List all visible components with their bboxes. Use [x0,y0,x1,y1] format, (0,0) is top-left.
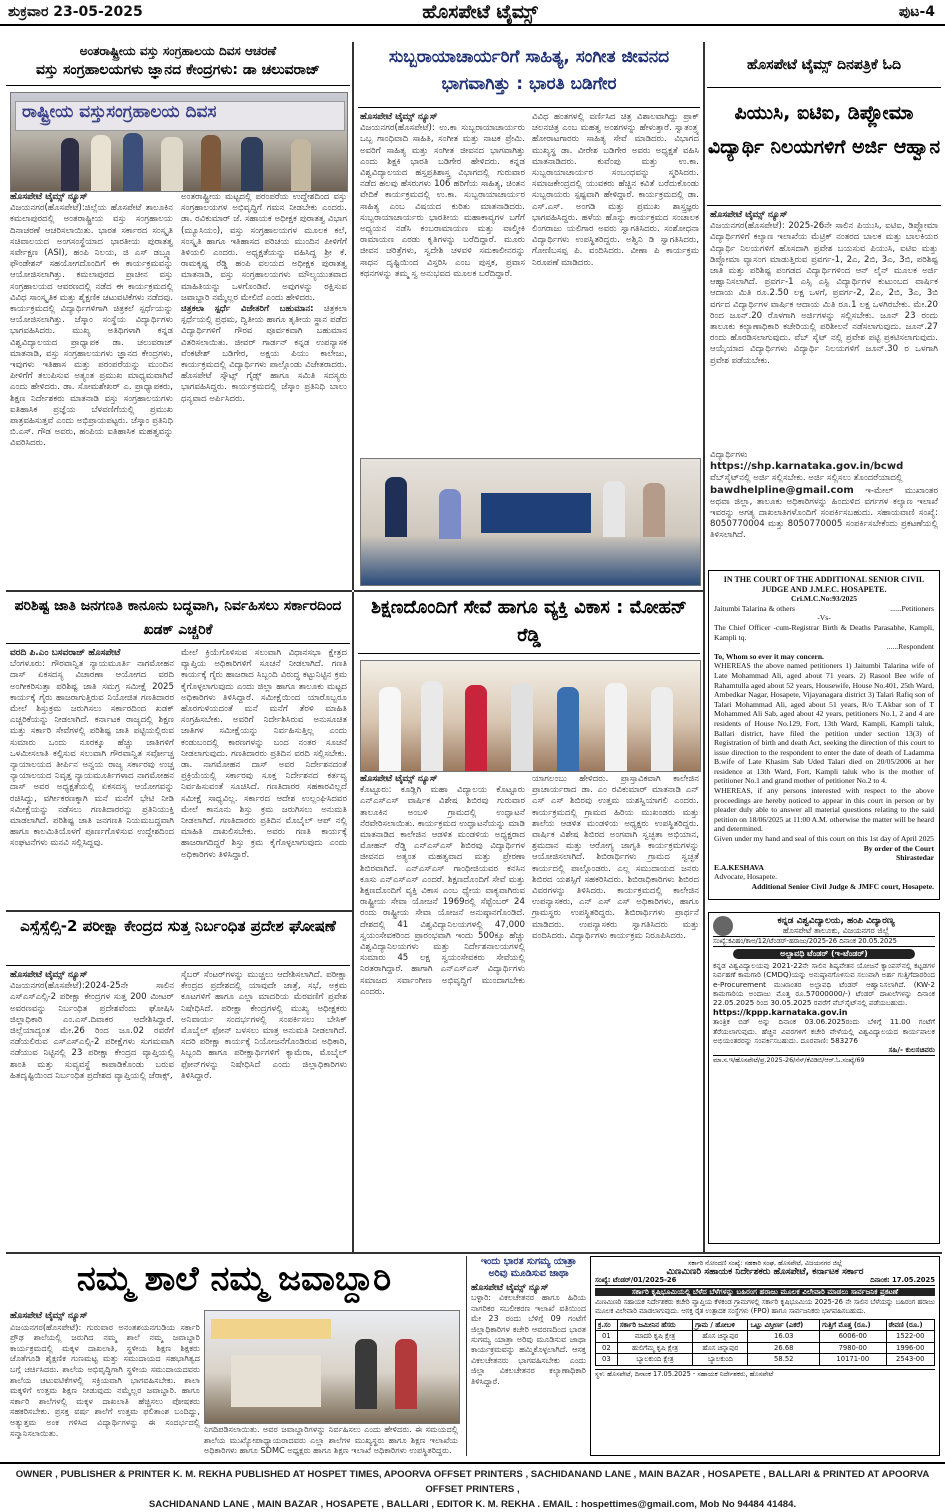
table-cell: 03 [596,1354,618,1366]
article-headline: ಎಸ್ಸೆಸ್ಸೆಲ್ಸಿ-2 ಪರೀಕ್ಷಾ ಕೇಂದ್ರದ ಸುತ್ತ ನಿರ್ಬಂಧಿತ ಪ್ರದೇಶ ಘೋಷಣೆ [6,914,350,966]
university-seal-icon [713,916,733,936]
article-body: ಹೊಸಪೇಟೆ ಟೈಮ್ಸ್ ನ್ಯೂಸ್ ವಿಜಯನಗರ(ಹೊಸಪೇಟೆ): ಗುರುವಾರ ಅನಂತಶಯನಗುಡಿಯ ಸರ್ಕಾರಿ ಪ್ರೌಢ ಶಾಲೆಯಲ್ಲಿ ಜರುಗಿದ ನಮ್ಮ ಶಾಲೆ ನಮ್ಮ ಜವಾಬ್ದಾರಿ ಕಾರ್ಯಕ್ರಮದಲ್ಲಿ ಮಕ್ಕಳ ದಾಖಲಾತಿ, ಸ್ಥಳೀಯ ಶಿಕ್ಷಣ ಶಿಕ್ಷಕರು ಜೊತೆಗೂಡಿ ಶೈಕ್ಷಣಿಕ ಗುಣಮಟ್ಟ ಮತ್ತು ಸಮುದಾಯದ ಸಹಭಾಗಿತ್ವದ ಬಗ್ಗೆ ಚರ್ಚಿಸಿದರು. ಶಾಲೆಯ ಅಭಿವೃದ್ಧಿಗಾಗಿ ಸ್ಥಳೀಯ ಸಮುದಾಯದವರು ಶಾಲೆಯ ಚಟುವಟಿಕೆಗಳಲ್ಲಿ ಸಕ್ರಿಯವಾಗಿ ಭಾಗವಹಿಸಬೇಕು. ಶಾಲಾ ಮಕ್ಕಳಿಗೆ ಉತ್ತಮ ಶಿಕ್ಷಣ ನೀಡುವುದು ನಮ್ಮೆಲ್ಲರ ಜವಾಬ್ದಾರಿ. ಹಾಗೂ ಸರ್ಕಾರಿ ಶಾಲೆಗಳಲ್ಲಿ ಮಕ್ಕಳ ದಾಖಲಾತಿ ಹೆಚ್ಚಿಸಲು ಪೋಷಕರು ಸಹಕರಿಸಬೇಕು. ಪ್ರಸಕ್ತ ವರ್ಷ ಶಾಲೆಗೆ ಉತ್ತಮ ಫಲಿತಾಂಶ ಬಂದಿದ್ದು, ಅತ್ಯುತ್ತಮ ಅಂಕ ಗಳಿಸಿದ ವಿದ್ಯಾರ್ಥಿಗಳನ್ನು ಈ ಸಂದರ್ಭದಲ್ಲಿ ಸನ್ಮಾನಿಸಲಾಯಿತು. [10,1311,200,1438]
table-row [596,1354,935,1366]
article-body: ಹೊಸಪೇಟೆ ಟೈಮ್ಸ್ ನ್ಯೂಸ್ ವಿಜಯನಗರ(ಹೊಸಪೇಟೆ):ಜಿಲ್ಲೆಯ ಹೊಸಪೇಟೆ ತಾಲೂಕಿನ ಕಮಲಾಪುರದಲ್ಲಿ ಅಂತರಾಷ್ಟ್ರೀಯ ವಸ್ತು ಸಂಗ್ರಹಾಲಯ ದಿನಾಚರಣೆ ಆಚರಿಸಲಾಯಿತು. ಭಾರತ ಸರ್ಕಾರದ ಸಂಸ್ಕೃತಿ ಸಚಿವಾಲಯದ ಅಂಗಸಂಸ್ಥೆಯಾದ ಭಾರತೀಯ ಪುರಾತತ್ವ ಸರ್ವೇಕ್ಷಣ (ASI), ಹಂಪಿ ನಿಲಯ, ಜಿ ಎಸ್ ಡಬ್ಲ್ಯೂ ಫೌಂಡೇಶನ್ ಸಹಯೋಗದೊಂದಿಗೆ ಈ ಕಾರ್ಯಕ್ರಮವನ್ನು ಆಯೋಜಿಸಲಾಗಿತ್ತು. ಕಮಲಾಪುರದ ಪ್ರಾಚೀನ ವಸ್ತು ಸಂಗ್ರಹಾಲಯದ ಆವರಣದಲ್ಲಿ ನಡೆದ ಈ ಕಾರ್ಯಕ್ರಮದಲ್ಲಿ ವಿವಿಧ ಸಾಂಸ್ಕೃತಿಕ ಮತ್ತು ಶೈಕ್ಷಣಿಕ ಚಟುವಟಿಕೆಗಳು ನಡೆದವು. ಕಾರ್ಯಕ್ರಮದಲ್ಲಿ ವಿದ್ಯಾರ್ಥಿಗಳಿಗಾಗಿ ಚಿತ್ರಕಲೆ ಸ್ಪರ್ಧೆಯನ್ನು ಆಯೋಜಿಸಲಾಗಿತ್ತು. ಜೆಸ್ಕಾಂ ಸಂಸ್ಥೆಯ ವಿದ್ಯಾರ್ಥಿಗಳು ಭಾಗವಹಿಸಿದರು. ಮುಖ್ಯ ಅತಿಥಿಗಳಾಗಿ ಕನ್ನಡ ವಿಶ್ವವಿದ್ಯಾಲಯದ ಪ್ರಾಧ್ಯಾಪಕ ಡಾ. ಚಲುವರಾಜ್ ಮಾತನಾಡಿ, ವಸ್ತು ಸಂಗ್ರಹಾಲಯಗಳು ಜ್ಞಾನದ ಕೇಂದ್ರಗಳು, ಇವುಗಳು ಇತಿಹಾಸ ಮತ್ತು ಪರಂಪರೆಯನ್ನು ಮುಂದಿನ ಪೀಳಿಗೆಗೆ ತಲುಪಿಸುವ ಅತ್ಯಂತ ಪ್ರಮುಖ ಮಾಧ್ಯಮವಾಗಿವೆ ಎಂದು ಹೇಳಿದರು. ಡಾ. ಸೋಮಶೇಖರ್ ಎ. ಪ್ರಾಧ್ಯಾಪಕರು, ಶಿಕ್ಷಣ ನಿರ್ದೇಶಕರು ಮಾತನಾಡಿ ವಸ್ತು ಸಂಗ್ರಹಾಲಯಗಳು ಐತಿಹಾಸಿಕ ಪ್ರಜ್ಞೆಯ ಬೆಳವಣಿಗೆಯಲ್ಲಿ ಪ್ರಮುಖ ಪಾತ್ರವಹಿಸುತ್ತವೆ ಎಂದು ಅಭಿಪ್ರಾಯಪಟ್ಟರು. ಜೆಸ್ಕಾಂ ಪ್ರತಿನಿಧಿ ಬಿ.ಎಸ್. ಗೌಡ ಅವರು, ಹಂಪಿಯ ಐತಿಹಾಸಿಕ ಮಹತ್ವವನ್ನು ವಿವರಿಸಿದರು. [10,192,173,449]
section-rule [6,1252,942,1254]
article-body: ವರದಿ ಪಿ.ಎಂ ಬಸವರಾಜ್ ಹೊಸಪೇಟೆ ಬೆಂಗಳೂರು: ಗೌರವಾನ್ವಿತ ನ್ಯಾಯಮೂರ್ತಿ ನಾಗಮೋಹನ ದಾಸ್ ಏಕಸದಸ್ಯ ವಿಚಾರಣಾ ಆಯೋಗದ ವರದಿ ಅಂಗೀಕರಿಸುತ್ತಾ ಪರಿಶಿಷ್ಟ ಜಾತಿ ಸಮಗ್ರ ಸಮೀಕ್ಷೆ 2025 ಕಾರ್ಯಕ್ಕೆ ಗೈರು ಹಾಜರಾಗುತ್ತಿರುವ ನಿಯೋಜಿತ ಗಣತಿದಾರರ ಮೇಲೆ ಶಿಸ್ತುಕ್ರಮ ಜರುಗಿಸಲು ಸರ್ಕಾರದಿಂದ ಖಡಕ್ ಎಚ್ಚರಿಕೆಯನ್ನು ನೀಡಲಾಗಿದೆ. ಕರ್ನಾಟಕ ರಾಜ್ಯದಲ್ಲಿ ಶಿಕ್ಷಣ ಮತ್ತು ಸರ್ಕಾರಿ ಸೇವೆಗಳಲ್ಲಿ ಪರಿಶಿಷ್ಟ ಜಾತಿ ಪಟ್ಟಿಯಲ್ಲಿರುವ ಸುಮಾರು ಒಂದು ನೂರಕ್ಕೂ ಹೆಚ್ಚು ಜಾತಿಗಳಿಗೆ ಒಳಮೀಸಲಾತಿ ಕಲ್ಪಿಸುವ ಸಲುವಾಗಿ ಗೌರವಾನ್ವಿತ ಸರ್ವೋಚ್ಚ ನ್ಯಾಯಾಲಯದ ತೀರ್ಪಿನ ಅನ್ವಯ ರಾಜ್ಯ ಸರ್ಕಾರವು ಉಚ್ಚ ನ್ಯಾಯಾಲಯದ ನಿವೃತ್ತ ನ್ಯಾಯಮೂರ್ತಿಗಳಾದ ನಾಗಮೋಹನ ದಾಸ್ ಅವರ ಅಧ್ಯಕ್ಷತೆಯಲ್ಲಿ ಏಕಸದಸ್ಯ ಆಯೋಗವನ್ನು ರಚಿಸಿದ್ದು, ವರ್ಗೀಕರಣಕ್ಕಾಗಿ ಮನೆ ಮನೆಗೆ ಭೇಟಿ ನೀಡಿ ಸಮೀಕ್ಷೆಯನ್ನು ನಡೆಸಲು ಗಣತಿದಾರರನ್ನು ಪ್ರತಿನಿಯುಕ್ತಿ ಮಾಡಲಾಗಿದೆ. ಪರಿಶಿಷ್ಟ ಜಾತಿ ಜನಗಣತಿ ನಿಯಮಬದ್ಧವಾಗಿ ಹಾಗೂ ಕಾಲಮಿತಿಯೊಳಗೆ ಪೂರ್ಣಗೊಳಿಸುವ ಉದ್ದೇಶದಿಂದ ಸಂಘಟನೆಗಳು ಮನವಿ ಸಲ್ಲಿಸಿದ್ದವು. [10,648,174,849]
article-kicker: ಅಂತರಾಷ್ಟ್ರೀಯ ವಸ್ತು ಸಂಗ್ರಹಾಲಯ ದಿವಸ ಆಚರಣೆ [79,44,277,58]
table-row [596,1342,935,1354]
event-banner: ರಾಷ್ಟ್ರೀಯ ವಸ್ತುಸಂಗ್ರಹಾಲಯ ದಿವಸ [15,101,345,131]
auction-notice: ಸರ್ಕಾರಿ ನೋಂದಣಿ ಸಂಖ್ಯೆ: ಸಹಕಾರಿ ಸಂಘ, ಹೊಸಪೇಟೆ, ವಿಜಯನಗರ ಜಿಲ್ಲೆ ಮಿಣಮಿಣರಿ ಸಹಾಯಕ ನಿರ್ದೇಶಕರು ಹೊಸಪೇಟೆ, ಕರ್ನಾಟಕ ಸರ್ಕಾರ ಸಂಖ್ಯೆ: ಟೆಂಡರ್/01/2025-26 ದಿನಾಂಕ: 17.05.2025 ಸರ್ಕಾರಿ ಕೃಷಿಭೂಮಿಯಲ್ಲಿ ಬೆಳೆದ ಬೆಳೆಗಳನ್ನು ಬಹಿರಂಗ ಹರಾಜು ಮೂಲಕ ವಿಲೇವಾರಿ ಮಾಡಲು ಸಾರ್ವಜನಿಕ ಪ್ರಕಟಣೆ ಮಿಣಮಿಣರಿ ಸಹಾಯಕ ನಿರ್ದೇಶಕರು ಕಚೇರಿ ವ್ಯಾಪ್ತಿಯ ಕೆಳಕಂಡ ಗ್ರಾಮಗಳಲ್ಲಿ ಸರ್ಕಾರಿ ಕೃಷಿಭೂಮಿಯ 2025-26 ನೇ ಸಾಲಿನ ಬೆಳೆಯನ್ನು ಬಹಿರಂಗ ಹರಾಜು ಮೂಲಕ ವಿಲೇವಾರಿ ಮಾಡಲಾಗುವುದು. ಆಸಕ್ತ ರೈತ ಉತ್ಪಾದಕ ಸಂಸ್ಥೆಗಳು (FPO) ಹಾಗೂ ಸಾರ್ವಜನಿಕರು ಭಾಗವಹಿಸಬಹುದು. ಕ್ರ.ಸಂ ಸರ್ಕಾರಿ ಜಮೀನಿನ ಹೆಸರು ಗ್ರಾಮ / ಹೋಬಳಿ ಒಟ್ಟು ವಿಸ್ತೀರ್ಣ (ಎಕರೆ) ಗುತ್ತಿಗೆ ಮೊತ್ತ (ರೂ.) ಠೇವಣಿ (ರೂ.) 01 ಮಾದರಿ ಕೃಷಿ ಕ್ಷೇತ್ರ ಹೊಸ ಚಿನ್ನಾಪುರ 16.03 6006-00 1522-00 02 ಹುಲಿಗೆಮ್ಮ ಕೃಷಿ ಕ್ಷೇತ್ರ ಹೊಸ ಚಿನ್ನಾಪುರ 26.68 7980-00 1996-00 03 ಬ್ಯಾಲಕುಂದಿ ಕ್ಷೇತ್ರ ಬ್ಯಾಲಕುಂದಿ 58.52 10171-00 2543-00 ಸ್ಥಳ: ಹೊಸಪೇಟೆ, ದಿನಾಂಕ 17.05.2025 - ಸಹಾಯಕ ನಿರ್ದೇಶಕರು, ಹೊಸಪೇಟೆ [590,1256,940,1456]
table-cell: 7980-00 [820,1342,886,1354]
column-rule [352,42,354,590]
table-cell: 6006-00 [820,1331,886,1343]
article-headline: ಪಿಯುಸಿ, ಐಟಿಐ, ಡಿಪ್ಲೋಮಾ ವಿದ್ಯಾರ್ಥಿ ನಿಲಯಗಳಿಗೆ ಅರ್ಜಿ ಆಹ್ವಾನ [707,96,941,206]
table-cell: ಬ್ಯಾಲಕುಂದಿ [693,1354,748,1366]
section-rule [354,590,703,592]
table-header-cell: ಕ್ರ.ಸಂ [596,1319,618,1331]
event-photo [360,458,701,586]
masthead: ಹೊಸಪೇಟೆ ಟೈಮ್ಸ್ [422,1,538,23]
issue-date: ಶುಕ್ರವಾರ 23-05-2025 [8,4,143,20]
article-headline: ವಸ್ತು ಸಂಗ್ರಹಾಲಯಗಳು ಜ್ಞಾನದ ಕೇಂದ್ರಗಳು: ಡಾ ಚಲುವರಾಜ್ [6,62,350,86]
table-cell: 2543-00 [886,1354,935,1366]
article-body: ನಿಗದಿಪಡಿಸಲಾಯಿತು. ಅವರ ಜವಾಬ್ದಾರಿಗಳನ್ನು ನಿರ್ವಹಿಸಲು ಎಂದು ಹೇಳಿದರು. ಈ ಸಮಯದಲ್ಲಿ ಶಾಲೆಯ ಮುಖ್ಯೋಪಾಧ್ಯಾಯರಾದವರು ಎಲ್ಲಾ ಶಾಲೆಗಳ ಮುಖ್ಯಸ್ಥರು ಹಾಗೂ ಶಿಕ್ಷಣ ಇಲಾಖೆಯ ಅಧಿಕಾರಿಗಳು ಹಾಗೂ SDMC ಅಧ್ಯಕ್ಷರು ಹಾಗೂ ಶಿಕ್ಷಣ ಇಲಾಖೆ ಅಧಿಕಾರಿಗಳು ಉಪಸ್ಥಿತರಿದ್ದರು. [204,1424,458,1456]
article-body: ವಿವಿಧ ಹಂತಗಳಲ್ಲಿ ವರ್ಣಿಸಿದ ಚಿತ್ರ ವಿಶಾಲವಾಗಿದ್ದು ಪ್ರಾಕ್ ಚಲನಚಿತ್ರ ಎಂಬ ಮಹತ್ವ ಅಂಶಗಳನ್ನು ಹೇಳುತ್ತಾರೆ. ಸ್ವಾತಂತ್ರ್ಯ ಹೋರಾಟಗಾರರು ಸಾಹಿತ್ಯ ಸೇವೆ ಮಾಡಿದರು. ವಿಭಾಗದ ಮುಖ್ಯಸ್ಥ ಡಾ. ವೀರೇಶ ಬಡಿಗೇರ ಅವರು ಅಧ್ಯಕ್ಷತೆ ವಹಿಸಿ ಮಾತನಾಡಿದರು. ಕುವೆಂಪು ಮತ್ತು ಉ.ಕಾ. ಸುಬ್ಬರಾಯಾಚಾರ್ಯರ ಸಂಬಂಧವನ್ನು ಸ್ಮರಿಸಿದರು. ಸಮಾಜಕೇಂದ್ರದಲ್ಲಿ ಯುವಕರು ಹೆಚ್ಚಿನ ಕವಿತೆ ಬರೆದುಕೊಂಡು ಸುಬ್ಬರಾಯರು ಸ್ಪಷ್ಟವಾಗಿ ಹೇಳಿದ್ದಾರೆ. ಕಾರ್ಯಕ್ರಮದಲ್ಲಿ ಡಾ. ಎಸ್.ಎಸ್. ಅಂಗಡಿ ಮತ್ತು ಪ್ರಮುಖ ಶಾಸ್ತ್ರಜ್ಞರು ಭಾಗವಹಿಸಿದ್ದರು. ಹಳೆಯ ಹೊನ್ನು ಕಾರ್ಯಕ್ರಮದ ಸಂಚಾಲಕ ಲಿಂಗರಾಜು ಯಲಿಗಾರ ಅವರು ಸ್ವಾಗತಿಸಿದರು. ಸಂಶೋಧನಾ ವಿದ್ಯಾರ್ಥಿಗಳು ಉಪಸ್ಥಿತರಿದ್ದರು. ಅಶ್ವಿನಿ ಡಿ ಸ್ವಾಗತಿಸಿದರು, ಗೋಣಿಬಸಪ್ಪ ಪಿ. ವಂದಿಸಿದರು. ವೀಣಾ ಪಿ ಕಾರ್ಯಕ್ರಮ ನಿರೂಪಣೆ ಮಾಡಿದರು. [532,112,699,268]
table-cell: ಹುಲಿಗೆಮ್ಮ ಕೃಷಿ ಕ್ಷೇತ್ರ [617,1342,692,1354]
table-cell: ಮಾದರಿ ಕೃಷಿ ಕ್ಷೇತ್ರ [617,1331,692,1343]
helpline-email[interactable]: bawdhelpline@gmail.com [710,484,854,496]
section-rule [6,910,352,912]
table-header-cell: ಠೇವಣಿ (ರೂ.) [886,1319,935,1331]
column-rule [703,42,705,1252]
article-body: ಅಂತರಾಷ್ಟ್ರೀಯ ಮಟ್ಟದಲ್ಲಿ ಪರಂಪರೆಯ ಉದ್ದೇಶದಿಂದ ವಸ್ತು ಸಂಗ್ರಹಾಲಯಗಳ ಅಭಿವೃದ್ಧಿಗೆ ಗಮನ ನೀಡಬೇಕು ಎಂದರು. ಡಾ. ರವಿಕುಮಾರ್ ಜೆ. ಸಹಾಯಕ ಅಧೀಕ್ಷಕ ಪುರಾತತ್ವ ವಿಭಾಗ (ಮ್ಯೂಸಿಯಂ), ವಸ್ತು ಸಂಗ್ರಹಾಲಯಗಳ ಮೂಲಕ ಕಲೆ, ಸಂಸ್ಕೃತಿ ಹಾಗೂ ಇತಿಹಾಸದ ಪರಿಚಯ ಮುಂದಿನ ಪೀಳಿಗೆಗೆ ತಿಳಿಯಲಿ ಎಂದರು. ಅಧ್ಯಕ್ಷತೆಯನ್ನು ವಹಿಸಿದ್ದ ಶ್ರೀ ಕೆ. ರಾಮಕೃಷ್ಣ ರೆಡ್ಡಿ ಹಂಪಿ ವಲಯದ ಅಧೀಕ್ಷಕ ಪುರಾತತ್ವ ಮಾತನಾಡಿ, ವಸ್ತು ಸಂಗ್ರಹಾಲಯಗಳು ಮೌಲ್ಯಯುತವಾದ ಮಾಹಿತಿಯನ್ನು ಒಳಗೊಂಡಿವೆ. ಅವುಗಳನ್ನು ರಕ್ಷಿಸುವ ಜವಾಬ್ದಾರಿ ನಮ್ಮೆಲ್ಲರ ಮೇಲಿದೆ ಎಂದು ಹೇಳಿದರು. ಚಿತ್ರಕಲಾ ಸ್ಪರ್ಧೆ ವಿಜೇತರಿಗೆ ಬಹುಮಾನ: ಚಿತ್ರಕಲಾ ಸ್ಪರ್ಧೆಯಲ್ಲಿ ಪ್ರಥಮ, ದ್ವಿತೀಯ ಹಾಗೂ ತೃತೀಯ ಸ್ಥಾನ ಪಡೆದ ವಿದ್ಯಾರ್ಥಿಗಳಿಗೆ ಗೌರವ ಪೂರ್ವಕವಾಗಿ ಬಹುಮಾನ ವಿತರಿಸಲಾಯಿತು. ಜೀವರ್ ಗಾರ್ಡನ್ ಕನ್ನಡ ಉಪನ್ಯಾಸಕ ವೆಂಕಟೇಶ್ ಬಡಿಗೇರ, ಅಕ್ಷಯ ಪಿಯು ಕಾಲೇಜು, ಕಾರ್ಯಕ್ರಮದಲ್ಲಿ ವಿದ್ಯಾರ್ಥಿಗಳು ಪಾಲ್ಗೊಂಡು ವಿಜೇತರಾದರು. ಹೊಸಪೇಟೆ ಸ್ಕೌಟ್ಸ್ ಗೈಡ್ಸ್ ಹಾಗೂ ಸಮಿತಿ ಸದಸ್ಯರು ಭಾಗವಹಿಸಿದ್ದರು. ಕಾರ್ಯಕ್ರಮದಲ್ಲಿ ಜೆಸ್ಕಾಂ ಪ್ರತಿನಿಧಿ ಬಾಲು ಧನ್ಯವಾದ ಅರ್ಪಿಸಿದರು. [181,192,348,404]
imprint-footer: OWNER , PUBLISHER & PRINTER K. M. REKHA PUBLISHED AT HOSPET TIMES, APOORVA OFFSET PRINTERS , SACHIDANAND LANE , MAIN BAZAR , HOSAPETE , BALLARI & PRINTED AT APOORVA OFFSET PRINTERS , SACHIDANAND LANE , MAIN BAZAR , HOSAPETE , BALLARI , EDITOR K. M. REKHA . EMAIL : hospettimes@gmail.com, Mob No 94484 41484. [0,1462,945,1504]
article-headline: ಶಿಕ್ಷಣದೊಂದಿಗೆ ಸೇವೆ ಹಾಗೂ ವ್ಯಕ್ತಿ ವಿಕಾಸ : ಮೋಹನ್ ರೆಡ್ಡಿ [358,594,700,654]
article-body: ಮೇಲೆ ಕ್ರಿಯೆಗೊಳಿಸುವ ಸಲುವಾಗಿ ವಿಧಾನಸಭಾ ಕ್ಷೇತ್ರದ ವ್ಯಾಪ್ತಿಯ ಅಧಿಕಾರಿಗಳಿಗೆ ಸೂಚನೆ ನೀಡಲಾಗಿದೆ. ಗಣತಿ ಕಾರ್ಯಕ್ಕೆ ಗೈರು ಹಾಜರಾದ ಸಿಬ್ಬಂದಿ ವಿರುದ್ಧ ಕಟ್ಟುನಿಟ್ಟಿನ ಕ್ರಮ ಕೈಗೊಳ್ಳಲಾಗುವುದು ಎಂದು ಜಿಲ್ಲಾ ಹಾಗೂ ತಾಲೂಕು ಮಟ್ಟದ ಅಧಿಕಾರಿಗಳು ತಿಳಿಸಿದ್ದಾರೆ. ಸಮೀಕ್ಷೆಯಿಂದ ಯಾರೊಬ್ಬರೂ ಹೊರಗುಳಿಯದಂತೆ ಮನೆ ಮನೆಗೆ ತೆರಳಿ ಮಾಹಿತಿ ಸಂಗ್ರಹಿಸಬೇಕು. ಅವರಿಗೆ ನಿರ್ದೇಶಿಸಿರುವ ಅನುಸೂಚಿತ ಜಾತಿಗಳ ಸಮೀಕ್ಷೆಯನ್ನು ನಿರ್ವಹಿಸುತ್ತಿಲ್ಲ ಎಂದು ಕಂಡುಬಂದಲ್ಲಿ ಕಾರಣಗಳನ್ನು ಬಂದ ನಂತರ ಸೂಚನೆ ನೀಡಲಾಗುವುದು. ಗಣತಿದಾರರು ಪ್ರತಿದಿನ ವರದಿ ಸಲ್ಲಿಸಬೇಕು. ಡಾ. ನಾಗಮೋಹನ ದಾಸ್ ಅವರ ನಿರ್ದೇಶನದಂತೆ ಪ್ರಕ್ರಿಯೆಯಲ್ಲಿ ಸರ್ಕಾರವು ಸೂಕ್ತ ನಿರ್ದೇಶನದ ಕರ್ತವ್ಯ ನಿರ್ವಹಿಸುವಂತೆ ಸೂಚಿಸಿದೆ. ಗಣತಿದಾರರ ಸಹಕಾರವಿಲ್ಲದೆ ಸಮೀಕ್ಷೆ ಸಾಧ್ಯವಿಲ್ಲ. ಸರ್ಕಾರದ ಆದೇಶ ಉಲ್ಲಂಘಿಸಿದವರ ಮೇಲೆ ಕಾನೂನು ಶಿಸ್ತು ಕ್ರಮ ಜರುಗಿಸಲು ಅನುಮತಿ ನೀಡಲಾಗಿದೆ. ಗಣತಿದಾರರು ಪ್ರತಿದಿನ ಮೊಬೈಲ್ ಆಪ್ ನಲ್ಲಿ ಮಾಹಿತಿ ದಾಖಲಿಸಬೇಕು. ಅವರು ಗಣತಿ ಕಾರ್ಯಕ್ಕೆ ಹಾಜರಾಗದಿದ್ದರೆ ಶಿಸ್ತು ಕ್ರಮ ಕೈಗೊಳ್ಳಲಾಗುವುದು ಎಂದು ಅಧಿಕಾರಿಗಳು ತಿಳಿಸಿದ್ದಾರೆ. [181,648,347,860]
promo-headline: ಹೊಸಪೇಟೆ ಟೈಮ್ಸ್ ದಿನಪತ್ರಿಕೆ ಓದಿ [707,44,941,88]
table-cell: 26.68 [748,1342,820,1354]
table-cell: 1996-00 [886,1342,935,1354]
article-headline: ಪರಿಶಿಷ್ಟ ಜಾತಿ ಜನಗಣತಿ ಕಾನೂನು ಬದ್ಧವಾಗಿ, ನಿರ್ವಹಿಸಲು ಸರ್ಕಾರದಿಂದ ಖಡಕ್ ಎಚ್ಚರಿಕೆ [6,594,350,644]
court-notice: IN THE COURT OF THE ADDITIONAL SENIOR CIVIL JUDGE AND J.M.F.C. HOSAPETE. Cri.M.C.No:93/2025 Jaitumbi Talarina & others ......Petitioners -Vs- The Chief Officer -cum-Registrar Birth & Deaths Parasabhe, Kampli, Kampli tq. ......Respondent To, Whom so ever it may concern. WHEREAS the above named petitioners 1) Jaitumbi Talarina wife of Late Mohammad Ali, aged about 71 years. 2) Rasool Bee wife of Rahamtulla aged about 52 years, Housewife, House No.401, 25th Ward, Ambedkar Nagar, Hosapete, Vijayanagara district 3) Talari Rafiq son of Talari Mohammad Ali, aged about 51 years, R/o T.Akbar son of T Mohammed Ali Sab, aged about 42 years, petitioners No.1, 2 and 4 are residents of House No.129, Fort, 13th Ward, Kampli, Kampli taluk, Ballari district, have filed the petition under section 13(3) of Registration of birth and death Act, seeking the direction of this court to issue direction to the respondent to enter the date of death of Ladamma B.wife of Late Khasim Sab Uded Talari died on 20/05/2006 at her residence at 13th Ward, Fort, Kampli taluk who is the mother of petitioner No.1 and grand mother of petitioner No.2 to 4. WHEREAS, if any persons interested with respect to the above proceedings are hereby noticed to appear in this court in person or by pleader duly able to answer all material questions relating to the said petition on 18/06/2025 at 11:00 A.M. otherwise the matter will be heard and determined. Given under my hand and seal of this court on this 1st day of April 2025 By order of the Court Shirastedar E.A.KESHAVA Advocate, Hosapete. Additional Senior Civil Judge & JMFC court, Hosapete. [708,570,940,900]
article-body: ಸೈಬರ್ ಸೆಂಟರ್‌ಗಳನ್ನು ಮುಚ್ಚಲು ಆದೇಶಿಸಲಾಗಿದೆ. ಪರೀಕ್ಷಾ ಕೇಂದ್ರದ ಪ್ರದೇಶದಲ್ಲಿ ಯಾವುದೇ ಜಾತ್ರೆ, ಸಭೆ, ಅಕ್ರಮ ಕೂಟಗಳಿಗೆ ಹಾಗೂ ಎಲ್ಲಾ ಮಾದರಿಯ ಮೆರವಣಿಗೆ ಪ್ರವೇಶ ನಿಷೇಧಿಸಿದೆ. ಪರೀಕ್ಷಾ ಕೇಂದ್ರಗಳಲ್ಲಿ ಮುಖ್ಯ ಅಧೀಕ್ಷಕರು ಅನಿವಾರ್ಯ ಸಂದರ್ಭಗಳಲ್ಲಿ ಸಂಪರ್ಕಿಸಲು ಬೇಸಿಕ್ ಮೊಬೈಲ್ ಫೋನ್ ಬಳಸಲು ಮಾತ್ರ ಅನುಮತಿ ನೀಡಲಾಗಿದೆ. ಸದರಿ ಪರೀಕ್ಷಾ ಕಾರ್ಯಕ್ಕೆ ನಿಯೋಜನೆಗೊಂಡಿರುವ ಅಧಿಕಾರಿ, ಸಿಬ್ಬಂದಿ ಹಾಗೂ ಪರೀಕ್ಷಾರ್ಥಿಗಳಿಗೆ ಕ್ಯಾಮೆರಾ, ಮೊಬೈಲ್ ಫೋನ್‌ಗಳನ್ನು ನಿಷೇಧಿಸಿದೆ ಎಂದು ಜಿಲ್ಲಾಧಿಕಾರಿಗಳು ತಿಳಿಸಿದ್ದಾರೆ. [181,970,347,1081]
table-cell: 10171-00 [820,1354,886,1366]
event-photo [10,92,348,192]
table-cell: ಹೊಸ ಚಿನ್ನಾಪುರ [693,1342,748,1354]
table-header-cell: ಒಟ್ಟು ವಿಸ್ತೀರ್ಣ (ಎಕರೆ) [748,1319,820,1331]
table-row [596,1331,935,1343]
table-cell: ಬ್ಯಾಲಕುಂದಿ ಕ್ಷೇತ್ರ [617,1354,692,1366]
table-cell: 16.03 [748,1331,820,1343]
column-rule [352,592,354,1252]
article-body: ಹೊಸಪೇಟೆ ಟೈಮ್ಸ್ ನ್ಯೂಸ್ ಕೊಟ್ಟೂರು: ಕೂಡ್ಲಿಗಿ ಮಹಾ ವಿದ್ಯಾಲಯ ಕೊಟ್ಟೂರು ಎನ್ಎಸ್ಎಸ್ ವಾರ್ಷಿಕ ವಿಶೇಷ ಶಿಬಿರವು ಗುರುವಾರ ತಾಲೂಕಿನ ಅಂಬಳಿ ಗ್ರಾಮದಲ್ಲಿ ಉದ್ಘಾಟನೆ ನೆರವೇರಿಸಲಾಯಿತು. ಕಾರ್ಯಕ್ರಮದ ಉದ್ಘಾಟನೆಯನ್ನು ಮಾಡಿ ಮಾತನಾಡಿದ ಕಾಲೇಜಿನ ಆಡಳಿತ ಮಂಡಳಿಯ ಅಧ್ಯಕ್ಷರಾದ ಮೋಹನ್ ರೆಡ್ಡಿ ಎನ್ಎಸ್ಎಸ್ ಶಿಬಿರವು ವಿದ್ಯಾರ್ಥಿಗಳ ಜೀವನದ ಅತ್ಯಂತ ಮಹತ್ವವಾದ ಮತ್ತು ಪ್ರೇರಣಾ ಶಿಬಿರವಾಗಿದೆ. ಎನ್ಎಸ್ಎಸ್ ಗಾಂಧೀಜಿಯವರ ಕನಸಿನ ಕೂಸು ಎನ್ಎಸ್ಎಸ್ ಎಂದರೆ. ಶಿಕ್ಷಣದೊಂದಿಗೆ ಸೇವೆ ಮತ್ತು ಶಿಕ್ಷಣದೊಂದಿಗೆ ವ್ಯಕ್ತಿ ವಿಕಾಸ ಎಂಬ ಧ್ಯೇಯ ವಾಕ್ಯವಾಗಿರುವ ರಾಷ್ಟ್ರೀಯ ಸೇವಾ ಯೋಜನೆ 1969ರಲ್ಲಿ ಸೆಪ್ಟೆಂಬರ್ 24 ರಂದು ರಾಷ್ಟ್ರೀಯ ಸೇವಾ ಯೋಜನೆ ಅನುಷ್ಠಾನಗೊಂಡಿದೆ. ದೇಶದಲ್ಲಿ 41 ವಿಶ್ವವಿದ್ಯಾನಿಲಯಗಳಲ್ಲಿ 47,000 ಸ್ವಯಂಸೇವಕರಿಂದ ಪ್ರಾರಂಭವಾಗಿ ಇಂದು 500ಕ್ಕೂ ಹೆಚ್ಚು ವಿಶ್ವವಿದ್ಯಾನಿಲಯಗಳು ಮತ್ತು ನಿರ್ದೇಶನಾಲಯಗಳಲ್ಲಿ ಸುಮಾರು 45 ಲಕ್ಷ ಸ್ವಯಂಸೇವಕರು ಸೇವೆಯಲ್ಲಿ ನಿರತರಾಗಿದ್ದಾರೆ. ಹಾಗಾಗಿ ಎನ್ಎಸ್ಎಸ್ ವಿದ್ಯಾರ್ಥಿಗಳು ಸಮಾಜದ ಸರ್ವಾಂಗೀಣ ಅಭಿವೃದ್ಧಿಗೆ ಮುಂದಾಗಬೇಕು ಎಂದರು. [360,774,525,997]
page-header [0,0,945,26]
table-header-cell: ಗ್ರಾಮ / ಹೋಬಳಿ [693,1319,748,1331]
table-cell: 58.52 [748,1354,820,1366]
website-link[interactable]: https://shp.karnataka.gov.in/bcwd [710,461,904,473]
tender-notice: ಕನ್ನಡ ವಿಶ್ವವಿದ್ಯಾಲಯ, ಹಂಪಿ ವಿದ್ಯಾರಣ್ಯ ಹೊಸಪೇಟೆ ತಾಲೂಕು, ವಿಜಯನಗರ ಜಿಲ್ಲೆ ಸಂಖ್ಯೆ:ಕವಿಹಂ/ಕಾಅ/12/ಟೆಂಡರ್-ಹರಾಜು/2025-26 ದಿನಾಂಕ 20.05.2025 ಅಲ್ಪಾವಧಿ ಟೆಂಡರ್ (ಇ-ಟೆಂಡರ್) ಕನ್ನಡ ವಿಶ್ವವಿದ್ಯಾಲಯವು 2021-22ನೇ ಸಾಲಿನ ಶಿಷ್ಯವೇತನ ಯೋಜನೆ ಕ್ಯಾಂಪಸ್‌ನಲ್ಲಿ ಕಟ್ಟಡಗಳ ನಿರ್ವಹಣೆ ಕಾಮಗಾರಿ (CMDQ)ಯನ್ನು ಅನುಷ್ಠಾನಗೊಳಿಸುವ ಸಲುವಾಗಿ ಅರ್ಹ ಗುತ್ತಿಗೆದಾರರಿಂದ e-Procurement ಮುಖಾಂತರ ಅಲ್ಪಾವಧಿ ಟೆಂಡರ್ ಆಹ್ವಾನಿಸಲಾಗಿದೆ. (KW-2 ಕಾಮಗಾರಿಯ ಅಂದಾಜು ಮೊತ್ತ ರೂ.57000000/-) ಟೆಂಡರ್ ದಾಖಲೆಗಳನ್ನು ದಿನಾಂಕ 22.05.2025 ರಿಂದ 30.05.2025 ರವರೆಗೆ ವೆಬ್‌ಸೈಟ್‌ನಲ್ಲಿ ಪಡೆಯಬಹುದು. https://kppp.karnataka.gov.in ತಾಂತ್ರಿಕ ಬಿಡ್ ಅನ್ನು ದಿನಾಂಕ 03.06.2025ರಂದು ಬೆಳಿಗ್ಗೆ 11.00 ಗಂಟೆಗೆ ತೆರೆಯಲಾಗುವುದು. ಹೆಚ್ಚಿನ ವಿವರಗಳಿಗೆ ಕಚೇರಿ ವೇಳೆಯಲ್ಲಿ ವಿಶ್ವವಿದ್ಯಾಲಯದ ಕಾರ್ಯಪಾಲಕ ಅಭಿಯಂತರರನ್ನು ಸಂಪರ್ಕಿಸಬಹುದು. ದೂರವಾಣಿ: 583276 ಸಹಿ/- ಕುಲಸಚಿವರು ಮಾ.ಸ.ಇ/ಹೊಸಪೇಟೆ/ಪ್ರ.2025-26/ಸೆಸ್/ಕೆವಿಡಿಬಿ/ಆರ್.ಓ.ಸಂಖ್ಯೆ/69 [708,912,940,1244]
article-headline: ನಮ್ಮ ಶಾಲೆ ನಮ್ಮ ಜವಾಬ್ದಾರಿ [76,1259,392,1299]
article-body: ಹೊಸಪೇಟೆ ಟೈಮ್ಸ್ ನ್ಯೂಸ್ ವಿಜಯನಗರ(ಹೊಸಪೇಟೆ): ಉ.ಕಾ ಸುಬ್ಬರಾಯಾಚಾರ್ಯರು ಒಬ್ಬ ಗಾಂಧಿವಾದಿ ಸಾಹಿತಿ, ಸಂಗೀತ ಮತ್ತು ನಾಟಕ ಪ್ರೇಮಿ. ಅವರಿಗೆ ಸಾಹಿತ್ಯ ಮತ್ತು ಸಂಗೀತ ಜೀವನದ ಭಾಗವಾಗಿತ್ತು ಎಂದು ಶಿಕ್ಷಕಿ ಭಾರತಿ ಬಡಿಗೇರ ಹೇಳಿದರು. ಕನ್ನಡ ವಿಶ್ವವಿದ್ಯಾಲಯದ ಹಸ್ತಪ್ರತಿಶಾಸ್ತ್ರ ವಿಭಾಗದಲ್ಲಿ ಗುರುವಾರ ನಡೆದ ಹಲವು ಹೆಸರುಗಳು 106 ಹರಿಗೆಯ ಸಾಹಿತ್ಯ, ಚಿಂತನ ವೇದಿಕೆ ಕಾರ್ಯಕ್ರಮದಲ್ಲಿ ಉ.ಕಾ. ಸುಬ್ಬರಾಯಾಚಾರ್ಯರ ಸಾಹಿತ್ಯ ಎಂಬ ವಿಷಯದ ಕುರಿತು ಮಾತನಾಡಿದರು. ಸುಬ್ಬರಾಯಾಚಾರ್ಯರು ಭಾರತೀಯ ಮಹಾಕಾವ್ಯಗಳ ಬಗೆಗೆ ಅಧ್ಯಯನ ನಡೆಸಿ ಕಂಬರಾಮಾಯಣ ಮತ್ತು ವಾಲ್ಮೀಕಿ ರಾಮಾಯಣ ಎರಡು ಕೃತಿಗಳನ್ನು ಬರೆದಿದ್ದಾರೆ. ಮೂರು ಜೀವನ ಚರಿತ್ರೆಗಳು, ಸ್ವದೇಶಿ ಚಳವಳಿ ಸಮಕಾಲೀನರನ್ನು ಸಾಧನ ದೃಷ್ಟಿಯಿಂದ ವಿಸ್ತರಿಸಿ ಎಂಬ ಪುಸ್ತಕ, ಪ್ರವಾಸ ಕಥನಗಳನ್ನು ತಮ್ಮ ಸ್ವ ಅನುಭವದ ಮೂಲಕ ಬರೆದಿದ್ದಾರೆ. [360,112,525,279]
section-rule [6,590,352,592]
table-cell: ಹೊಸ ಚಿನ್ನಾಪುರ [693,1331,748,1343]
article-headline: ಸುಬ್ಬರಾಯಾಚಾರ್ಯರಿಗೆ ಸಾಹಿತ್ಯ, ಸಂಗೀತ ಜೀವನದ ಭಾಗವಾಗಿತ್ತು : ಭಾರತಿ ಬಡಿಗೇರ [358,44,700,108]
brief-article: ಇಂದು ಭಾರತ ಸುಗಮ್ಯ ಯಾತ್ರಾ ಅರಿವು ಮೂಡಿಸುವ ಜಾಥಾ ಹೊಸಪೇಟೆ ಟೈಮ್ಸ್ ನ್ಯೂಸ್ ಬಳ್ಳಾರಿ: ವಿಕಲಚೇತನರ ಹಾಗೂ ಹಿರಿಯ ನಾಗರಿಕರ ಸಬಲೀಕರಣ ಇಲಾಖೆ ವತಿಯಿಂದ ಮೇ 23 ರಂದು ಬೆಳಿಗ್ಗೆ 09 ಗಂಟೆಗೆ ಜಿಲ್ಲಾಧಿಕಾರಿಗಳ ಕಚೇರಿ ಆವರಣದಿಂದ ಭಾರತ ಸುಗಮ್ಯ ಯಾತ್ರಾ ಅರಿವು ಮೂಡಿಸುವ ಜಾಥಾ ಕಾರ್ಯಕ್ರಮವನ್ನು ಹಮ್ಮಿಕೊಳ್ಳಲಾಗಿದೆ. ಆಸಕ್ತ ವಿಕಲಚೇತನರು ಭಾಗವಹಿಸಬೇಕು ಎಂದು ಜಿಲ್ಲಾ ವಿಕಲಚೇತನರ ಕಲ್ಯಾಣಾಧಿಕಾರಿ ತಿಳಿಸಿದ್ದಾರೆ. [466,1256,586,1456]
article-body: ಯಾಗಲಂಬು ಹೇಳಿದರು. ಪ್ರಾಸ್ತಾವಿಕವಾಗಿ ಕಾಲೇಜಿನ ಪ್ರಾಚಾರ್ಯರಾದ ಡಾ. ಎಂ ರವಿಕುಮಾರ್ ಮಾತನಾಡಿ ಎನ್ ಎಸ್ ಎಸ್ ಶಿಬಿರವು ಉತ್ತಮ ಯಶಸ್ವಿಯಾಗಲಿ ಎಂದರು. ಕಾರ್ಯಕ್ರಮದಲ್ಲಿ ಗ್ರಾಮದ ಹಿರಿಯ ಮುಖಂಡರು ಮತ್ತು ಶಾಲೆಯ ಆಡಳಿತ ಮಂಡಳಿಯ ಅಧ್ಯಕ್ಷರು ಉಪಸ್ಥಿತರಿದ್ದರು. ವಾರ್ಷಿಕ ವಿಶೇಷ ಶಿಬಿರದ ಅಂಗವಾಗಿ ಸ್ವಚ್ಛತಾ ಅಭಿಯಾನ, ಶ್ರಮದಾನ ಮತ್ತು ಆರೋಗ್ಯ ಜಾಗೃತಿ ಕಾರ್ಯಕ್ರಮಗಳನ್ನು ಆಯೋಜಿಸಲಾಗಿದೆ. ಶಿಬಿರಾರ್ಥಿಗಳು ಗ್ರಾಮದ ಸ್ವಚ್ಛತೆ ಕಾರ್ಯದಲ್ಲಿ ಪಾಲ್ಗೊಂಡರು. ಎಲ್ಲ ಸಮುದಾಯದ ಜನರು ಶಿಬಿರದ ಯಶಸ್ಸಿಗೆ ಸಹಕರಿಸಿದರು. ಶಿಬಿರಾಧಿಕಾರಿಗಳು ಶಿಬಿರದ ವಿವರಗಳನ್ನು ತಿಳಿಸಿದರು. ಕಾರ್ಯಕ್ರಮದಲ್ಲಿ ಕಾಲೇಜಿನ ಉಪನ್ಯಾಸಕರು, ಎನ್ ಎಸ್ ಎಸ್ ಅಧಿಕಾರಿಗಳು, ಹಾಗೂ ಗ್ರಾಮಸ್ಥರು ಉಪಸ್ಥಿತರಿದ್ದರು. ಶಿಬಿರಾರ್ಥಿಗಳು ಪ್ರಾರ್ಥನೆ ಮಾಡಿದರು. ಉಪನ್ಯಾಸಕರು ಸ್ವಾಗತಿಸಿದರು ಮತ್ತು ವಂದಿಸಿದರು. ವಿದ್ಯಾರ್ಥಿಗಳು ಕಾರ್ಯಕ್ರಮ ನಿರೂಪಿಸಿದರು. [532,774,699,941]
article-body: ಹೊಸಪೇಟೆ ಟೈಮ್ಸ್ ನ್ಯೂಸ್ ವಿಜಯನಗರ(ಹೊಸಪೇಟೆ):2024-25ನೇ ಸಾಲಿನ ಎಸ್ಎಸ್ಎಲ್ಸಿ-2 ಪರೀಕ್ಷಾ ಕೇಂದ್ರಗಳ ಸುತ್ತ 200 ಮೀಟರ್ ಅವರಣವನ್ನು ನಿರ್ಬಂಧಿತ ಪ್ರದೇಶವೆಂದು ಘೋಷಿಸಿ ಜಿಲ್ಲಾಧಿಕಾರಿ ಎಂ.ಎಸ್.ದಿವಾಕರ ಆದೇಶಿಸಿದ್ದಾರೆ. ಜಿಲ್ಲೆಯಾದ್ಯಂತ ಮೇ.26 ರಿಂದ ಜೂ.02 ರವರೆಗೆ ನಡೆಯಲಿರುವ ಎಸ್ಎಸ್ಎಲ್ಸಿ-2 ಪರೀಕ್ಷೆಗಳು ಸುಗಮವಾಗಿ ನಡೆಯುವ ನಿಟ್ಟಿನಲ್ಲಿ 23 ಪರೀಕ್ಷಾ ಕೇಂದ್ರದ ವ್ಯಾಪ್ತಿಯಲ್ಲಿ ಶಾಂತಿ ಮತ್ತು ಸುವ್ಯವಸ್ಥೆ ಕಾಪಾಡಿಕೊಂಡು ಬರುವ ಹಿತದೃಷ್ಟಿಯಿಂದ ನಿರ್ಬಂಧಿತ ಪ್ರದೇಶದ ವ್ಯಾಪ್ತಿಯಲ್ಲಿ ಜೆರಾಕ್ಸ್, [10,970,174,1081]
table-header-cell: ಸರ್ಕಾರಿ ಜಮೀನಿನ ಹೆಸರು [617,1319,692,1331]
table-header-cell: ಗುತ್ತಿಗೆ ಮೊತ್ತ (ರೂ.) [820,1319,886,1331]
table-cell: 1522-00 [886,1331,935,1343]
auction-table [595,1319,935,1366]
event-photo [360,660,701,772]
event-photo [204,1310,460,1424]
page-number: ಪುಟ-4 [898,4,935,20]
article-body: ಹೊಸಪೇಟೆ ಟೈಮ್ಸ್ ನ್ಯೂಸ್ ವಿಜಯನಗರ(ಹೊಸಪೇಟೆ): 2025-26ನೇ ಸಾಲಿನ ಪಿಯುಸಿ, ಐಟಿಐ, ಡಿಪ್ಲೋಮಾ ವಿದ್ಯಾರ್ಥಿಗಳಿಗೆ ಕಲ್ಯಾಣ ಇಲಾಖೆಯ ಮೆಟ್ರಿಕ್ ನಂತರದ ಬಾಲಕ ಮತ್ತು ಬಾಲಕಿಯರ ವಿದ್ಯಾರ್ಥಿ ನಿಲಯಗಳಿಗೆ ಹೊಸದಾಗಿ ಪ್ರವೇಶ ಬಯಸುವ ಪಿಯುಸಿ, ಐಟಿಐ ಮತ್ತು ಡಿಪ್ಲೋಮಾ ವ್ಯಾಸಂಗ ಮಾಡುತ್ತಿರುವ ಪ್ರವರ್ಗ-1, 2ಎ, 2ಬಿ, 3ಎ, 3ಬಿ, ಪರಿಶಿಷ್ಟ ಜಾತಿ ಮತ್ತು ಪರಿಶಿಷ್ಟ ಪಂಗಡದ ವಿದ್ಯಾರ್ಥಿಗಳಿಂದ ಆನ್ ಲೈನ್ ಮೂಲಕ ಅರ್ಜಿ ಆಹ್ವಾನಿಸಲಾಗಿದೆ. ಪ್ರವರ್ಗ-1 ಎಸ್ಸಿ ಎಸ್ಟಿ ವಿದ್ಯಾರ್ಥಿಗಳ ಕುಟುಂಬದ ವಾರ್ಷಿಕ ಆದಾಯ ಮಿತಿ ರೂ.2.50 ಲಕ್ಷ ಒಳಗೆ, ಪ್ರವರ್ಗ-2, 2ಎ, 2ಬಿ, 3ಎ, 3ಬಿ ವರ್ಗದ ವಿದ್ಯಾರ್ಥಿಗಳ ವಾರ್ಷಿಕ ಆದಾಯ ಮಿತಿ ರೂ.1 ಲಕ್ಷ ಒಳಗಿರಬೇಕು. ಮೇ.20 ರಿಂದ ಜೂನ್.20 ರೊಳಗಾಗಿ ಅರ್ಜಿಗಳನ್ನು ಸಲ್ಲಿಸಬೇಕು. ಜೂನ್ 23 ರಂದು ತಾಲೂಕು ಕಲ್ಯಾಣಾಧಿಕಾರಿ ಕಚೇರಿಯಲ್ಲಿ ಪರಿಶೀಲನೆ ನಡೆಸಲಾಗುವುದು. ಜೂನ್.27 ರಂದು ಹೊರಡಿಸಲಾಗುವುದು. ವೆಬ್ ಸೈಟ್ ನಲ್ಲಿ ಪ್ರವೇಶ ಪಟ್ಟಿ ಪ್ರಕಟಿಸಲಾಗುವುದು. ಆಯ್ಕೆಯಾದ ವಿದ್ಯಾರ್ಥಿಗಳು ವಿದ್ಯಾರ್ಥಿ ನಿಲಯಗಳಿಗೆ ಜೂನ್.30 ರ ಒಳಗಾಗಿ ಪ್ರವೇಶ ಪಡೆಯಬೇಕು. [710,210,938,366]
table-cell: 01 [596,1331,618,1343]
table-cell: 02 [596,1342,618,1354]
contact-block: ವಿದ್ಯಾರ್ಥಿಗಳು https://shp.karnataka.gov.in/bcwd ವೆಬ್‌ಸೈಟ್‌ನಲ್ಲಿ ಅರ್ಜಿ ಸಲ್ಲಿಸಬೇಕು. ಅರ್ಜಿ ಸಲ್ಲಿಸಲು ತೊಂದರೆಯಾದಲ್ಲಿ bawdhelpline@gmail.com ಇ-ಮೇಲ್ ಮುಖಾಂತರ ಅಥವಾ ಜಿಲ್ಲಾ, ತಾಲೂಕು ಅಧಿಕಾರಿಗಳನ್ನು ಹಿಂದುಳಿದ ವರ್ಗಗಳ ಕಲ್ಯಾಣ ಇಲಾಖೆ ಇವರನ್ನು ಅಗತ್ಯ ದಾಖಲಾತಿಗಳೊಂದಿಗೆ ಸಂಪರ್ಕಿಸಬಹುದು. ಸಹಾಯವಾಣಿ ಸಂಖ್ಯೆ: 8050770004 ಮತ್ತು 8050770005 ಸಂಪರ್ಕಿಸಬೇಕೆಂದು ಪ್ರಕಟಣೆಯಲ್ಲಿ ತಿಳಿಸಲಾಗಿದೆ. [710,450,938,566]
tender-portal-link[interactable]: https://kppp.karnataka.gov.in [713,1007,848,1017]
